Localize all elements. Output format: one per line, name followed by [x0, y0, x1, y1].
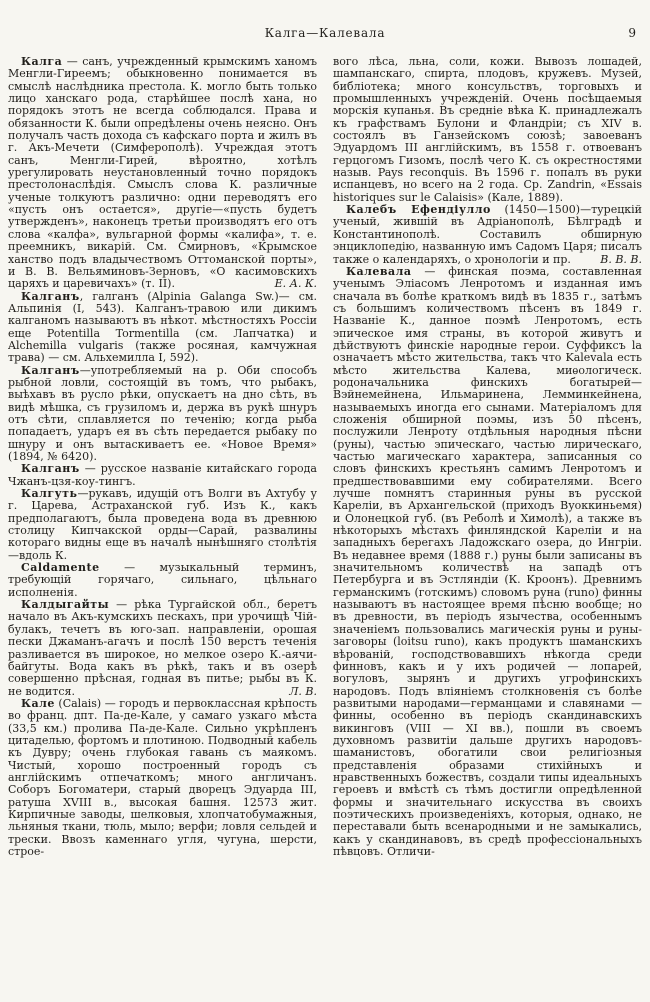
entry-kalgan-plant: Калганъ, галганъ (Alpinia Galanga Sw.)— см. Альпинія (I, 543). Калганъ-травою или дикимъ калганомъ называютъ въ нѣкот. мѣстностяхъ Россіи еще Potentilla Tormentilla (см. Лапчатка) и Alchemilla vulgaris (также росяная, камчужная трава) — см. Альхемилла I, 592).	[8, 289, 317, 365]
entry-headword: Калебъ Ефендіулло	[346, 203, 491, 217]
entry-headword: Caldamente	[21, 561, 100, 575]
entry-headword: Калдыгайты	[21, 598, 110, 612]
running-head	[8, 26, 642, 48]
author-signature: Л. В.	[289, 684, 317, 698]
entry-kalevala: Калевала — финская поэма, составленная ученымъ Эліасомъ Ленротомъ и изданная имъ сначала въ болѣе краткомъ видѣ въ 1835 г., затѣмъ съ большимъ количествомъ пѣсенъ въ 1849 г. Названіе К., данное поэмѣ Ленротомъ, есть эпическое имя страны, въ которой живутъ и дѣйствуютъ финскіе народные герои. Суффиксъ la означаетъ мѣсто жительства, такъ что Kalevala есть мѣсто жительства Калева, миѳологическ. родоначальника финскихъ богатырей—Вэйнемейнена, Ильмаринена, Лемминкейнена, называемыхъ иногда его сынами. Матеріаломъ для сложенія обширной поэмы, изъ 50 пѣсенъ, послужили Ленроту отдѣльныя народныя пѣсни (руны), частью эпическаго, частью лирическаго, частью магическаго характера, записанныя со словъ финскихъ крестьянъ самимъ Ленротомъ и предшествовавшими ему собирателями. Всего лучше помнятъ старинныя руны въ русской Кареліи, въ Архангельской (приходъ Вуоккиньемя) и Олонецкой губ. (въ Реболѣ и Химолѣ), а также въ нѣкоторыхъ мѣстахъ финляндской Кареліи и на западныхъ берегахъ Ладожскаго озера, до Ингріи. Въ недавнее время (1888 г.) руны были записаны въ значительномъ количествѣ на западѣ отъ Петербурга и въ Эстляндіи (К. Кроонъ). Древнимъ германскимъ (готскимъ) словомъ руна (runo) финны называютъ въ настоящее время пѣсню вообще; но въ древности, въ періодъ язычества, особеннымъ значеніемъ пользовались магическія руны и руны-заговоры (loitsu runo), какъ продуктъ шаманскихъ вѣрованій, господствовавшихъ нѣкогда среди финновъ, какъ и у ихъ родичей — лопарей, вогуловъ, зырянъ и другихъ угрофинскихъ народовъ. Подъ вліяніемъ столкновенія съ болѣе развитыми народами—германцами и славянами — финны, особенно въ періодъ скандинавскихъ викинговъ (VIII — XI вв.), пошли въ своемъ духовномъ развитіи дальше другихъ народовъ-шаманистовъ, обогатили свои религіозныя представленія образами стихійныхъ и нравственныхъ божествъ, создали типы идеальныхъ героевъ и вмѣстѣ съ тѣмъ достигли опредѣленной формы и значительнаго искусства въ своихъ поэтическихъ произведеніяхъ, которыя, однако, не переставали быть всенародными и не замыкались, какъ у скандинавовъ, въ средѣ профессіональныхъ пѣвцовъ. Отличи-	[333, 264, 642, 858]
entry-kale-continuation: вого лѣса, льна, соли, кожи. Вывозъ лошадей, шампанскаго, спирта, плодовъ, кружевъ. Музей, библіотека; много консульствъ, торговыхъ и промышленныхъ учрежденій. Очень посѣщаемыя морскія купанья. Въ средніе вѣка К. принадлежалъ къ графствамъ Булони и Фландріи; съ XIV в. состоялъ въ Ганзейскомъ союзѣ; завоеванъ Эдуардомъ III англійскимъ, въ 1558 г. отвоеванъ герцогомъ Гизомъ, послѣ чего К. съ окрестностями назыв. Pays reconquis. Въ 1596 г. попалъ въ руки испанцевъ, но всего на 2 года. Ср. Zandrin, «Essais historiques sur le Calaisis» (Кале, 1889).	[333, 56, 642, 204]
entry-kalga: Калга — санъ, учрежденный крымскимъ ханомъ Менгли-Гиреемъ; обыкновенно понимается въ смыслѣ наслѣдника престола. К. могло быть только лицо ханскаго рода, старѣйшее послѣ хана, но порядокъ этотъ не всегда соблюдался. Права и обязанности К. были опредѣлены очень неясно. Онъ получалъ часть дохода съ кафскаго порта и жилъ въ г. Акъ-Мечети (Симферополѣ). Учреждая этотъ санъ, Менгли-Гирей, вѣроятно, хотѣлъ урегулировать неустановленный точно порядокъ престолонаслѣдія. Смыслъ слова К. различные ученые толкуютъ различно: одни переводятъ его «пусть онъ остается», другіе—«пусть будетъ утвержденъ», наконецъ третьи производятъ его отъ слова «калфа», вульгарной формы «калифа», т. е. преемникъ, викарій. См. Смирновъ, «Крымское ханство подъ владычествомъ Оттоманской порты», и В. В. Вельяминовъ-Зерновъ, «О касимовскихъ царяхъ и царевичахъ» (т. II). Е. А. К.	[8, 56, 317, 291]
two-column-body	[8, 56, 642, 992]
entry-headword: Кале	[21, 696, 55, 710]
entry-headword: Калганъ	[21, 289, 80, 303]
entry-headword: Калганъ	[21, 363, 80, 377]
entry-caldamente: Caldamente — музыкальный терминъ, требующій горячаго, сильнаго, цѣльнаго исполненія.	[8, 561, 317, 599]
author-signature: В. В. В.	[600, 252, 642, 266]
author-signature: Е. А. К.	[274, 277, 317, 291]
right-column	[333, 56, 642, 992]
entry-headword: Калганъ	[21, 462, 80, 476]
page-number: 9	[628, 26, 636, 40]
entry-kaldygaity: Калдыгайты — рѣка Тургайской обл., беретъ начало въ Акъ-кумскихъ пескахъ, при урочищѣ Чій-булакъ, течетъ въ юго-зап. направленіи, орошая пески Джаманъ-агачъ и послѣ 150 верстъ теченія разливается въ широкое, но мелкое озеро К.-аячи-байгуты. Вода какъ въ рѣкѣ, такъ и въ озерѣ совершенно прѣсная, годная въ питье; рыбы въ К. не водится. Л. В.	[8, 598, 317, 698]
entry-headword: Калгуть	[21, 487, 78, 501]
left-column	[8, 56, 317, 992]
entry-headword: Калга	[21, 56, 63, 68]
entry-kalgan-city: Калганъ — русское названіе китайскаго города Чжанъ-цзя-коу-тингъ.	[8, 462, 317, 488]
entry-kalgut: Калгуть—рукавъ, идущій отъ Волги въ Ахтубу у г. Царева, Астраханской губ. Изъ К., какъ предполагаютъ, была проведена вода въ древнюю столицу Кипчакской орды—Сарай, развалины котораго видны еще въ началѣ нынѣшняго столѣтія—вдоль К.	[8, 487, 317, 562]
running-head-title: Калга—Калевала	[264, 26, 386, 40]
entry-kale: Кале (Calais) — городъ и первоклассная крѣпость во франц. дпт. Па-де-Кале, у самаго узкаго мѣста (33,5 км.) пролива Па-де-Кале. Сильно укрѣпленъ цитаделью, фортомъ и плотиною. Подводный кабель къ Дувру; очень глубокая гавань съ маякомъ. Чистый, хорошо построенный городъ съ англійскимъ отпечаткомъ; много англичанъ. Соборъ Богоматери, старый дворецъ Эдуарда III, ратуша XVIII в., высокая башня. 12573 жит. Кирпичные заводы, шелковыя, хлопчатобумажныя, льняныя ткани, тюль, мыло; верфи; ловля сельдей и трески. Ввозъ каменнаго угля, чугуна, шерсти, строе-	[8, 696, 317, 858]
entry-headword: Калевала	[346, 264, 412, 278]
entry-kalgan-fishing: Калганъ—употребляемый на р. Оби способъ рыбной ловли, состоящій въ томъ, что рыбакъ, выѣхавъ въ русло рѣки, опускаетъ на дно сѣть, въ видѣ мѣшка, съ грузиломъ и, держа въ рукѣ шнуръ отъ сѣти, сплавляется по теченію; когда рыба попадаетъ, ударъ ея въ сѣть передается рыбаку по шнуру и онъ вытаскиваетъ ее. «Новое Время» (1894, № 6420).	[8, 363, 317, 463]
entry-kaleb: Калебъ Ефендіулло (1450—1500)—турецкій ученый, жившій въ Адріанополѣ, Бѣлградѣ и Константинополѣ. Составилъ обширную энциклопедію, названную имъ Садомъ Царя; писалъ также о календаряхъ, о хронологіи и пр. В. В. В.	[333, 203, 642, 266]
